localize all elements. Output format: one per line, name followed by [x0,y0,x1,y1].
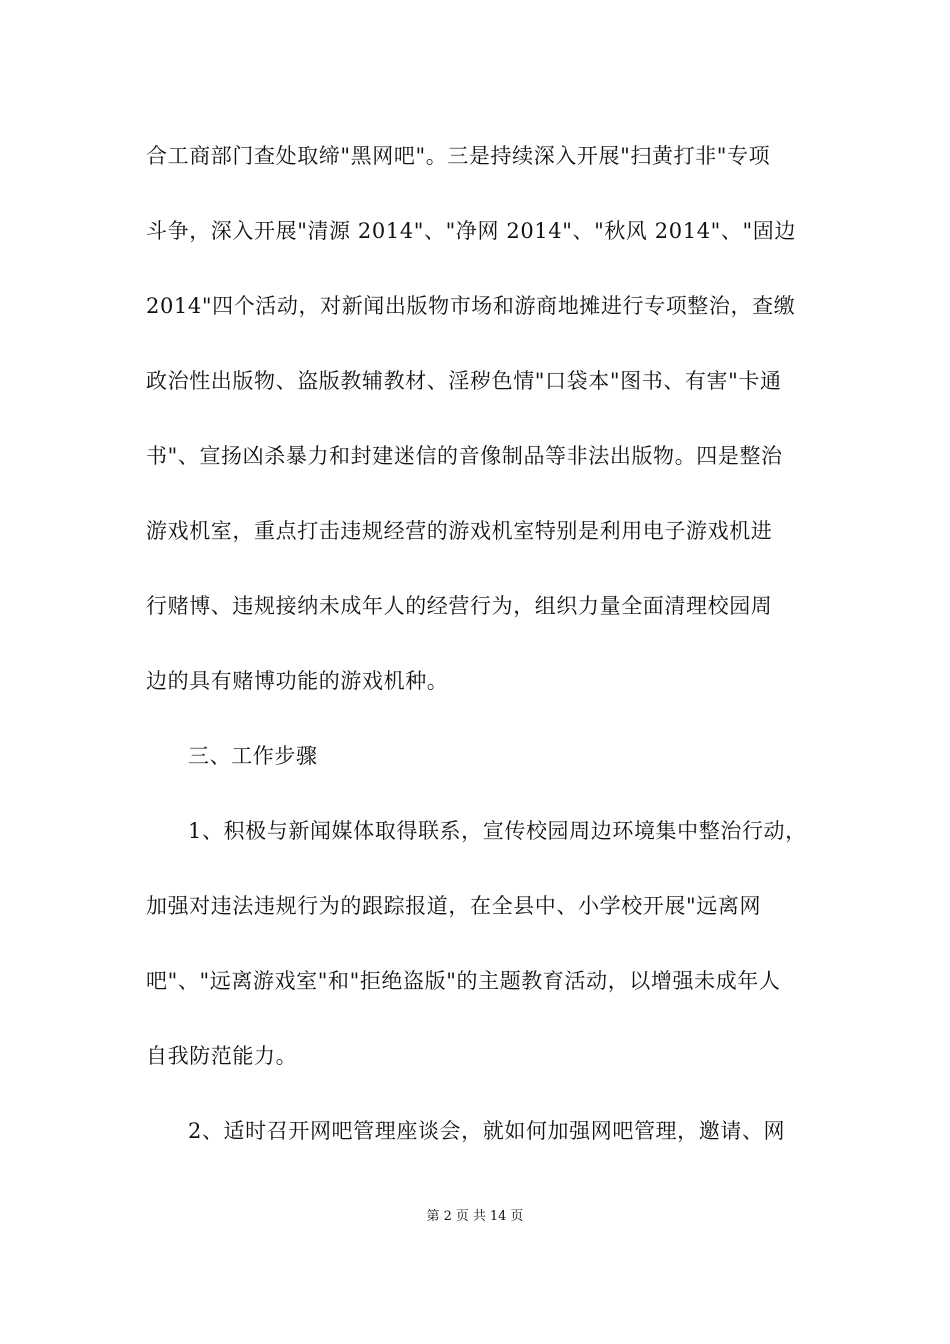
body-line-8: 边的具有赌博功能的游戏机种。 [146,669,449,693]
footer-page-word: 页 [455,1209,469,1224]
footer-total-word: 共 [472,1209,486,1224]
footer-total-pages: 14 [489,1209,507,1224]
body-line-10: 1、积极与新闻媒体取得联系，宣传校园周边环境集中整治行动， [188,819,807,843]
body-line-6: 游戏机室，重点打击违规经营的游戏机室特别是利用电子游戏机进 [146,519,773,543]
body-line-12: 吧"、"远离游戏室"和"拒绝盗版"的主题教育活动，以增强未成年人 [146,969,781,993]
section-heading: 三、工作步骤 [188,744,318,768]
body-line-13: 自我防范能力。 [146,1044,298,1068]
body-line-1: 合工商部门查处取缔"黑网吧"。三是持续深入开展"扫黄打非"专项 [146,144,771,168]
footer-current-page: 2 [443,1209,452,1224]
body-line-14: 2、适时召开网吧管理座谈会，就如何加强网吧管理，邀请、网 [188,1119,786,1143]
body-line-2: 斗争，深入开展"清源 2014"、"净网 2014"、"秋风 2014"、"固边 [146,219,796,243]
page-footer [0,1208,950,1226]
footer-suffix: 页 [510,1209,524,1224]
body-line-5: 书"、宣扬凶杀暴力和封建迷信的音像制品等非法出版物。四是整治 [146,444,783,468]
body-line-7: 行赌博、违规接纳未成年人的经营行为，组织力量全面清理校园周 [146,594,773,618]
body-line-4: 政治性出版物、盗版教辅教材、淫秽色情"口袋本"图书、有害"卡通 [146,369,782,393]
footer-prefix: 第 [426,1209,440,1224]
body-line-11: 加强对违法违规行为的跟踪报道，在全县中、小学校开展"远离网 [146,894,762,918]
body-line-3: 2014"四个活动，对新闻出版物市场和游商地摊进行专项整治，查缴 [146,294,796,318]
